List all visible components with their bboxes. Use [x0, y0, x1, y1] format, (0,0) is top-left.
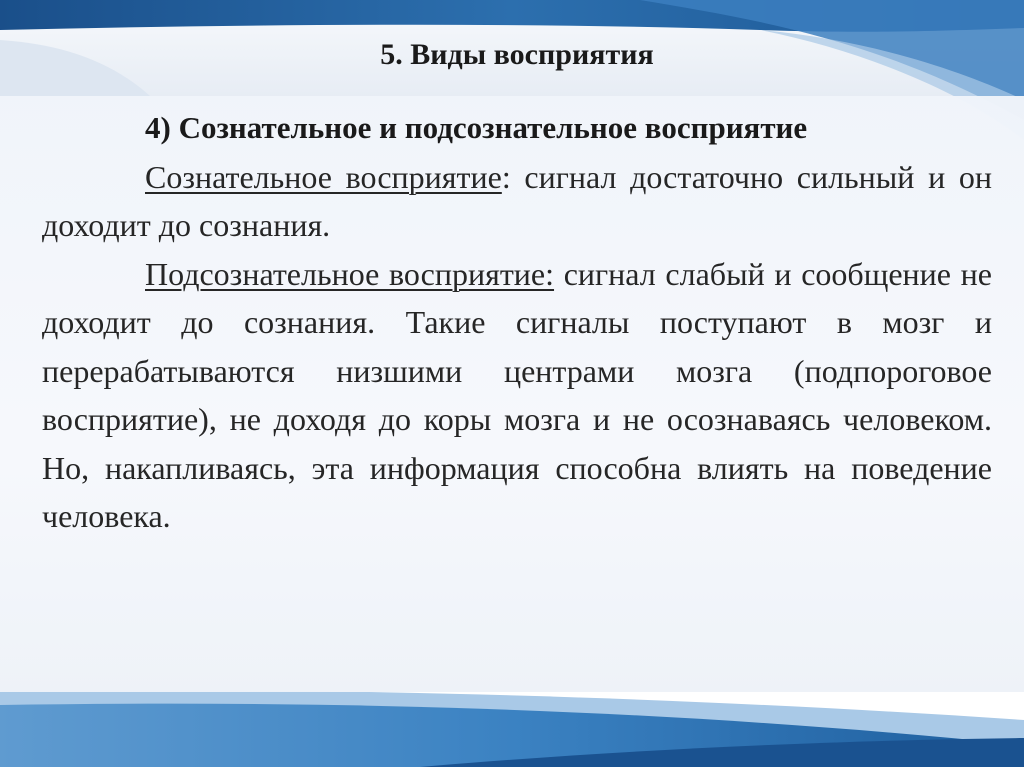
paragraph-conscious — [42, 153, 992, 250]
section-heading: 4) Сознательное и подсознательное восприятие — [145, 110, 808, 145]
definition-subconscious: сигнал слабый и сообщение не доходит до сознания. Такие сигналы поступают в мозг и перерабатываются низшими центрами мозга (подпороговое восприятие), не доходя до коры мозга и не осознаваясь человеком. Но, накапливаясь, эта информация способна влиять на поведение человека. — [42, 255, 993, 534]
slide-title: 5. Виды восприятия — [380, 38, 654, 71]
definition-conscious: : сигнал достаточно сильный и он доходит до сознания. — [42, 158, 993, 243]
paragraph-subconscious — [42, 250, 992, 541]
slide-content — [42, 104, 992, 541]
term-subconscious: Подсознательное восприятие: — [145, 255, 555, 292]
term-conscious: Сознательное восприятие — [145, 158, 502, 195]
